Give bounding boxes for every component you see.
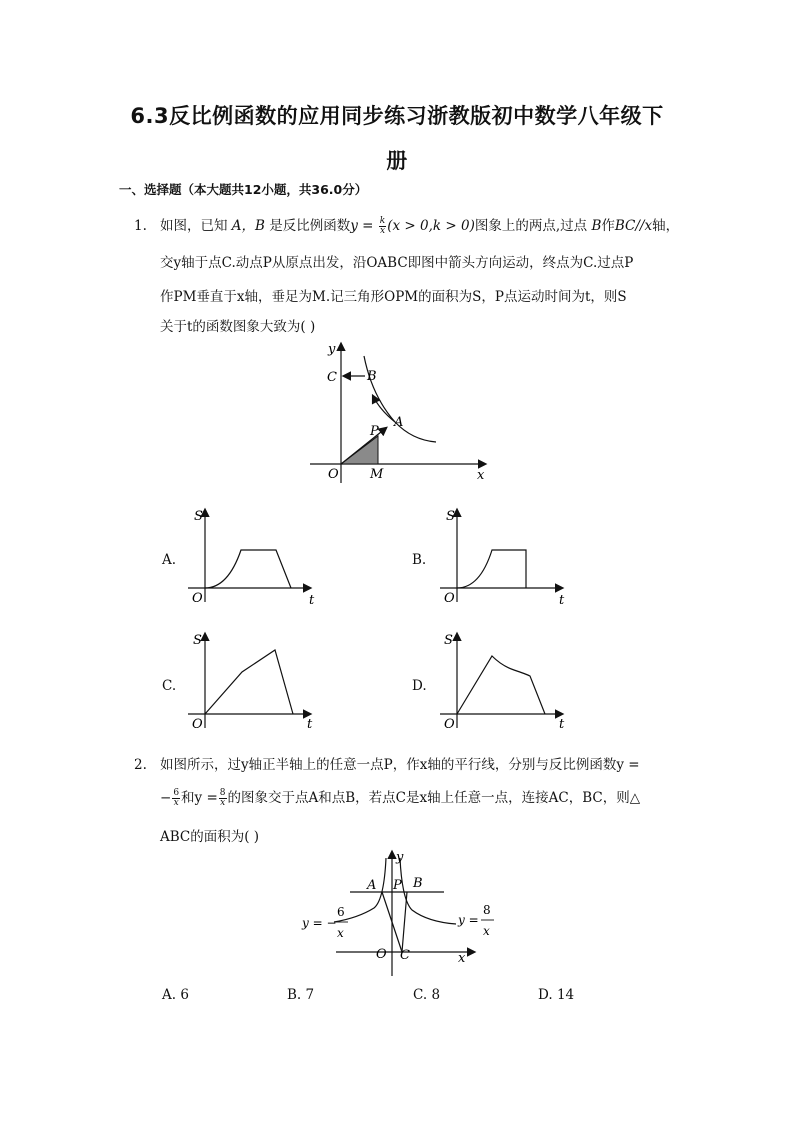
optA-label-t: t [309, 593, 315, 606]
q2-frac2-num: 8 [219, 788, 226, 798]
q1-option-c-label[interactable]: C. [162, 678, 177, 694]
q2-label-A: A [367, 878, 377, 893]
q1-option-a-label[interactable]: A. [162, 552, 177, 568]
q2-choice-a-value: 6 [180, 987, 189, 1003]
optD-curve [457, 656, 545, 714]
q1-text-points: A，B [231, 218, 265, 234]
q1-line4: 关于t的函数图象大致为( ) [160, 319, 316, 335]
q1-label-O: O [328, 467, 339, 482]
q2-left-fn: y = − [302, 916, 337, 930]
q2-frac2 [219, 789, 227, 808]
q2-number: 2. [134, 757, 147, 773]
q2-choice-a[interactable] [162, 987, 189, 1003]
document-title-line1: 6.3反比例函数的应用同步练习浙教版初中数学八年级下 [130, 104, 664, 128]
q2-choice-b-value: 7 [305, 987, 315, 1003]
q1-text-f: 作 [601, 218, 615, 234]
q2-choice-c-value: 8 [431, 987, 441, 1003]
q1-label-C: C [327, 370, 337, 385]
optD-label-S: S [444, 633, 453, 648]
optD-label-O: O [444, 717, 455, 730]
optB-curve [457, 550, 526, 588]
q2-right-hyperbola [400, 858, 456, 924]
q1-figure [300, 338, 500, 486]
q2-line2-rest: 的图象交于点A和点B，若点C是x轴上任意一点，连接AC，BC，则△ [227, 790, 641, 806]
q1-number: 1. [134, 218, 147, 234]
q2-label-y: y [396, 850, 404, 865]
optD-label-t: t [559, 717, 565, 730]
optC-curve [205, 650, 293, 714]
q2-choice-d-label: D. [538, 987, 553, 1003]
optA-label-O: O [192, 591, 203, 606]
optB-label-S: S [446, 509, 455, 524]
q2-choice-a-label: A. [162, 987, 177, 1003]
q2-choice-b-label: B. [287, 987, 302, 1003]
q1-fn: y = [350, 218, 374, 234]
q1-option-a-graph[interactable] [184, 506, 324, 606]
optC-label-S: S [193, 633, 202, 648]
q1-fraction [379, 217, 386, 236]
q2-right-den: x [483, 924, 490, 938]
q2-line3: ABC的面积为( ) [160, 829, 260, 845]
q1-line3: 作PM垂直于x轴，垂足为M.记三角形OPM的面积为S，P点运动时间为t，则S [160, 289, 627, 305]
optC-label-t: t [307, 717, 313, 730]
q1-option-b-label[interactable]: B. [412, 552, 427, 568]
q2-label-C: C [400, 948, 410, 963]
q1-text-g: BC//x [614, 218, 653, 234]
q1-label-P: P [370, 424, 379, 439]
q1-line2: 交y轴于点C.动点P从原点出发，沿OABC即图中箭头方向运动，终点为C.过点P [160, 255, 634, 271]
optA-label-S: S [194, 509, 203, 524]
q1-label-A: A [394, 415, 404, 430]
q2-left-num: 6 [337, 905, 345, 919]
q1-label-y: y [328, 342, 336, 357]
q2-segment-BC [402, 892, 407, 952]
q1-text-c: 是反比例函数 [269, 218, 351, 234]
q1-condition: (x > 0,k > 0) [387, 218, 475, 234]
q1-frac-num: k [379, 216, 386, 226]
q1-text-d: 图象上的两点,过点 [474, 218, 588, 234]
q2-choice-d-value: 14 [556, 987, 575, 1003]
q1-text-h: 轴， [652, 218, 680, 234]
q1-option-d-graph[interactable] [436, 630, 576, 730]
q1-line1 [160, 216, 679, 236]
q2-label-B: B [413, 876, 423, 891]
document-title-line2: 册 [386, 149, 408, 173]
q2-left-den: x [337, 926, 344, 940]
q2-label-x: x [458, 951, 466, 966]
q2-choice-b[interactable] [287, 987, 314, 1003]
q1-label-x: x [477, 468, 485, 483]
q2-and: 和y = [181, 790, 218, 806]
q1-text-e: B [591, 218, 602, 234]
q2-frac1-den: x [173, 798, 179, 808]
q1-frac-den: x [379, 226, 386, 236]
q1-option-b-graph[interactable] [436, 506, 576, 606]
q2-right-num: 8 [483, 903, 491, 917]
q1-label-M: M [370, 467, 384, 482]
q2-choice-c[interactable] [413, 987, 440, 1003]
q2-minus: − [160, 790, 172, 806]
q2-figure [296, 848, 496, 978]
q2-line1: 如图所示，过y轴正半轴上的任意一点P，作x轴的平行线，分别与反比例函数y = [160, 757, 640, 773]
q2-right-fn: y = [458, 913, 479, 927]
q2-frac2-den: x [220, 798, 226, 808]
q1-label-B: B [367, 369, 377, 384]
optB-label-t: t [559, 593, 565, 606]
q1-option-d-label[interactable]: D. [412, 678, 427, 694]
section-heading: 一、选择题（本大题共12小题，共36.0分） [119, 182, 368, 197]
q1-text-a: 如图，已知 [160, 218, 228, 234]
q2-frac1 [172, 789, 180, 808]
optC-label-O: O [192, 717, 203, 730]
q1-option-c-graph[interactable] [184, 630, 324, 730]
optB-label-O: O [444, 591, 455, 606]
q2-choice-c-label: C. [413, 987, 428, 1003]
q2-label-O: O [376, 947, 387, 962]
optA-curve [205, 550, 291, 588]
q2-label-P: P [393, 878, 402, 893]
q2-choice-d[interactable] [538, 987, 574, 1003]
q2-frac1-num: 6 [173, 788, 180, 798]
q2-line2 [160, 788, 640, 808]
